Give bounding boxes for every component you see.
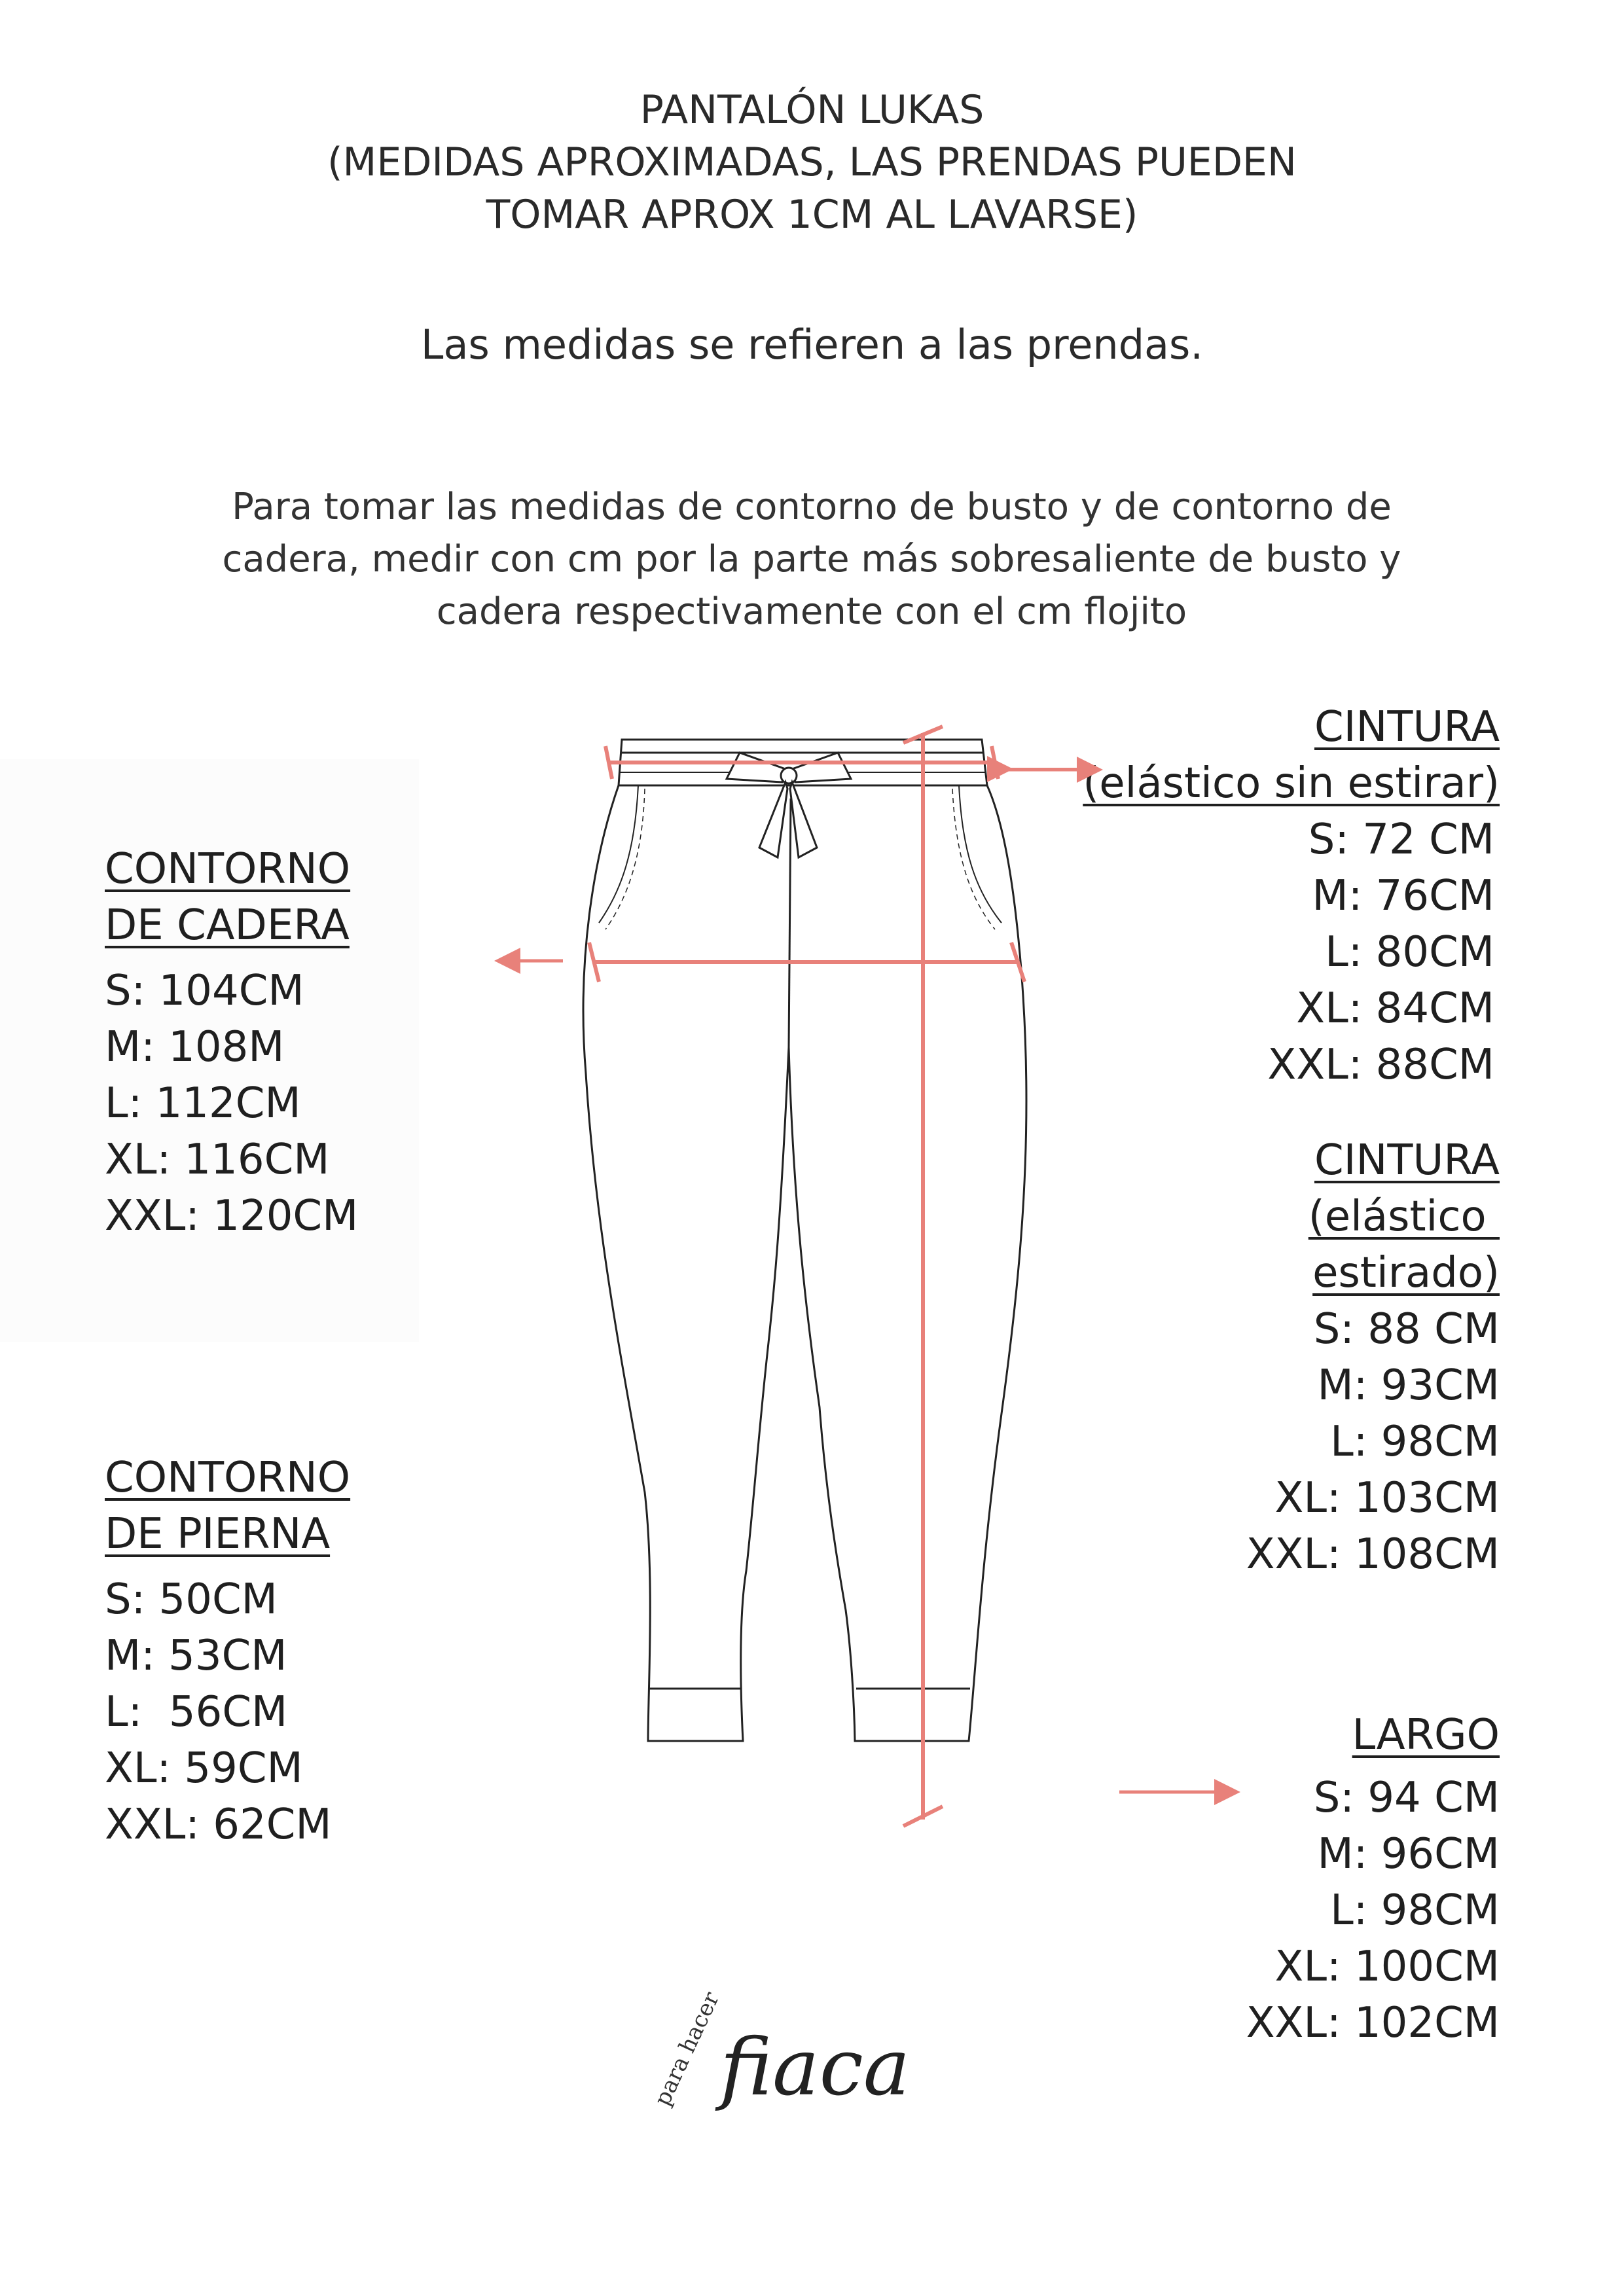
size-xl: XL: 103CM	[1274, 1474, 1500, 1522]
size-m: M: 96CM	[1317, 1830, 1500, 1878]
subtitle: Las medidas se refieren a las prendas.	[420, 321, 1204, 368]
size-m: M: 93CM	[1317, 1361, 1500, 1410]
hip-heading-cont: DE CADERA	[105, 901, 350, 950]
size-xl: XL: 59CM	[105, 1744, 303, 1793]
size-xxl: XXL: 102CM	[1246, 1999, 1500, 2047]
logo-mark	[628, 1990, 969, 2134]
waist-stretched-heading: CINTURA	[1314, 1136, 1500, 1185]
size-s: S: 50CM	[105, 1575, 278, 1624]
size-xxl: XXL: 108CM	[1246, 1530, 1500, 1579]
waist-relaxed-heading: CINTURA	[1314, 703, 1500, 751]
size-xl: XL: 100CM	[1274, 1943, 1500, 1991]
size-s: S: 94 CM	[1313, 1774, 1500, 1822]
size-s: S: 104CM	[105, 967, 304, 1015]
instructions-line: cadera respectivamente con el cm flojito	[436, 590, 1187, 633]
measurement-note: (MEDIDAS APROXIMADAS, LAS PRENDAS PUEDEN	[327, 139, 1297, 185]
leg-heading-cont: DE PIERNA	[105, 1510, 331, 1558]
size-m: M: 53CM	[105, 1632, 287, 1680]
hip-heading: CONTORNO	[105, 845, 351, 893]
size-l: L: 112CM	[105, 1079, 301, 1128]
measurement-note-cont: TOMAR APROX 1CM AL LAVARSE)	[486, 192, 1138, 238]
page-title: PANTALÓN LUKAS	[640, 87, 984, 133]
length-heading: LARGO	[1352, 1711, 1500, 1759]
size-xl: XL: 116CM	[105, 1136, 330, 1184]
instructions-line: cadera, medir con cm por la parte más sobresaliente de busto y	[222, 538, 1401, 581]
size-xl: XL: 84CM	[1296, 984, 1494, 1033]
size-l: L: 80CM	[1325, 928, 1494, 977]
waist-stretched-subheading: (elástico	[1308, 1193, 1500, 1241]
waist-stretched-subheading-cont: estirado)	[1312, 1249, 1500, 1297]
brand-logo	[628, 1990, 969, 2136]
size-xxl: XXL: 62CM	[105, 1801, 332, 1849]
logo-small-text: para hacer	[649, 1990, 725, 2110]
size-xxl: XXL: 120CM	[105, 1192, 359, 1240]
leg-heading: CONTORNO	[105, 1454, 351, 1502]
size-l: L: 56CM	[105, 1688, 288, 1736]
instructions-line: Para tomar las medidas de contorno de busto y de contorno de	[232, 486, 1392, 528]
logo-text: fiaca	[720, 2022, 911, 2113]
size-s: S: 72 CM	[1308, 816, 1494, 864]
size-m: M: 76CM	[1312, 872, 1494, 920]
size-m: M: 108M	[105, 1023, 285, 1071]
waist-relaxed-subheading: (elástico sin estirar)	[1083, 759, 1500, 808]
size-s: S: 88 CM	[1313, 1305, 1500, 1354]
size-l: L: 98CM	[1330, 1418, 1500, 1466]
size-xxl: XXL: 88CM	[1267, 1041, 1494, 1089]
size-l: L: 98CM	[1330, 1886, 1500, 1935]
